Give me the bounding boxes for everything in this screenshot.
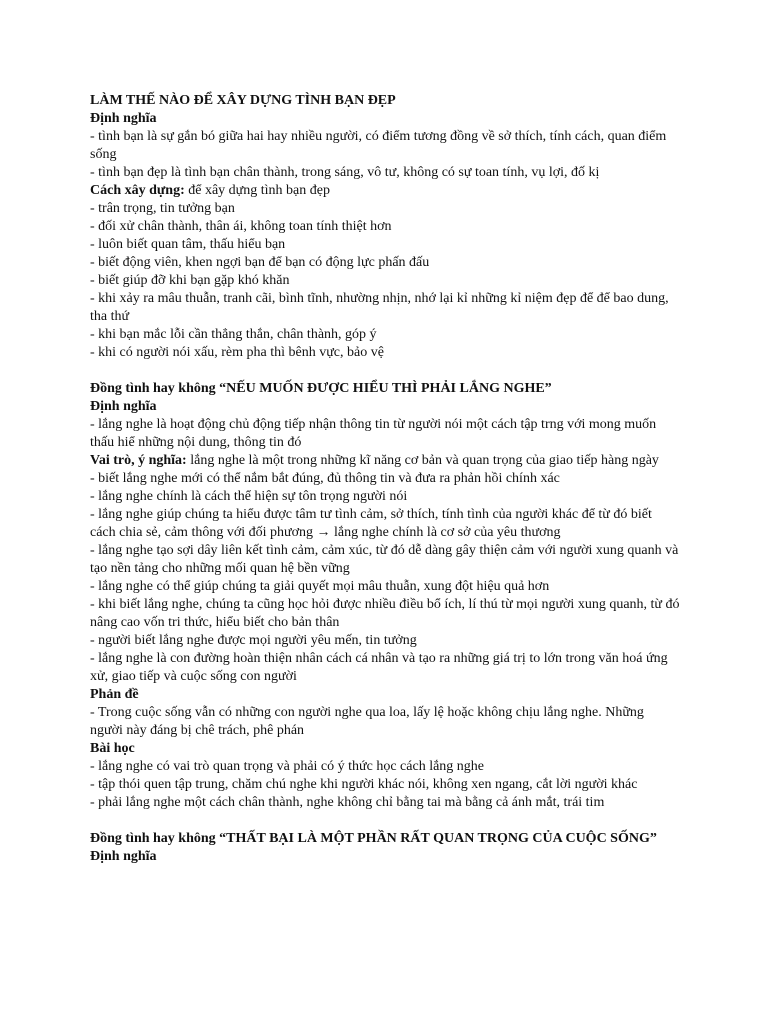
section-title: Đồng tình hay không “NẾU MUỐN ĐƯỢC HIỂU THÌ PHẢI LẮNG NGHE” [90,381,552,396]
bullet-line: - phải lắng nghe một cách chân thành, nghe không chỉ bằng tai mà bằng cả ánh mắt, trái tim [90,795,605,810]
bullet-line: - khi xảy ra mâu thuẫn, tranh cãi, bình tĩnh, nhường nhịn, nhớ lại kỉ những kỉ niệm đẹp để để bao dung, tha thứ [90,291,669,324]
block-heading-rest: lắng nghe là một trong những kĩ năng cơ bản và quan trọng của giao tiếp hàng ngày [186,453,659,468]
bullet-line: - Trong cuộc sống vẫn có những con người nghe qua loa, lấy lệ hoặc không chịu lắng nghe. Những người này đáng bị chê trách, phê phán [90,705,644,738]
block-heading-rest: để xây dựng tình bạn đẹp [184,183,330,198]
bullet-line: - tập thói quen tập trung, chăm chú nghe khi người khác nói, không xen ngang, cắt lời người khác [90,777,638,792]
bullet-line: - lắng nghe tạo sợi dây liên kết tình cảm, cảm xúc, từ đó dễ dàng gây thiện cảm với người xung quanh và tạo nền tảng cho những mối quan hệ bền vững [90,543,679,576]
bullet-line: - biết lắng nghe mới có thể nắm bắt đúng, đủ thông tin và đưa ra phản hồi chính xác [90,471,560,486]
block-heading-line [90,452,680,470]
bullet-line: - trân trọng, tin tưởng bạn [90,201,235,216]
bullet-line: - khi bạn mắc lỗi cần thẳng thắn, chân thành, góp ý [90,327,377,342]
bullet-line: - lắng nghe là con đường hoàn thiện nhân cách cá nhân và tạo ra những giá trị to lớn trong văn hoá ứng xử, giao tiếp và cuộc sống con người [90,651,668,684]
section-title: LÀM THẾ NÀO ĐỂ XÂY DỰNG TÌNH BẠN ĐẸP [90,93,396,108]
bullet-line: - tình bạn là sự gắn bó giữa hai hay nhiều người, có điểm tương đồng về sở thích, tính cách, quan điểm sống [90,129,667,162]
bullet-line: - người biết lắng nghe được mọi người yêu mến, tin tưởng [90,633,417,648]
bullet-line: - lắng nghe có thể giúp chúng ta giải quyết mọi mâu thuẫn, xung đột hiệu quả hơn [90,579,550,594]
bullet-line: - biết động viên, khen ngợi bạn để bạn có động lực phấn đấu [90,255,430,270]
document-page [90,92,680,866]
section-spacer [90,812,680,830]
bullet-line: - biết giúp đỡ khi bạn gặp khó khăn [90,273,290,288]
bullet-line: - lắng nghe giúp chúng ta hiểu được tâm tư tình cảm, sở thích, tính tình của người khác để từ đó biết cách chia sẻ, cảm thông với đối phương → lắng nghe chính là cơ sở của yêu thương [90,507,652,540]
section-spacer [90,362,680,380]
bullet-line: - lắng nghe là hoạt động chủ động tiếp nhận thông tin từ người nói một cách tập trng với mong muốn thấu hiể những nội dung, thông tin đó [90,417,657,450]
block-heading-line [90,182,680,200]
block-heading: Bài học [90,741,135,756]
bullet-line: - khi có người nói xấu, rèm pha thì bênh vực, bảo vệ [90,345,384,360]
block-heading: Phản đề [90,687,139,702]
section-title: Đồng tình hay không “THẤT BẠI LÀ MỘT PHẦN RẤT QUAN TRỌNG CỦA CUỘC SỐNG” [90,831,657,846]
block-heading: Định nghĩa [90,849,157,864]
bullet-line: - lắng nghe có vai trò quan trọng và phải có ý thức học cách lắng nghe [90,759,485,774]
block-heading: Vai trò, ý nghĩa: [90,453,187,468]
bullet-line: - đối xử chân thành, thân ái, không toan tính thiệt hơn [90,219,392,234]
bullet-line: - khi biết lắng nghe, chúng ta cũng học hỏi được nhiều điều bổ ích, lí thú từ mọi người xung quanh, từ đó nâng cao vốn tri thức, hiểu biết cho bản thân [90,597,680,630]
block-heading: Định nghĩa [90,111,157,126]
bullet-line: - lắng nghe chính là cách thể hiện sự tôn trọng người nói [90,489,408,504]
block-heading: Định nghĩa [90,399,157,414]
bullet-line: - tình bạn đẹp là tình bạn chân thành, trong sáng, vô tư, không có sự toan tính, vụ lợi, đố kị [90,165,600,180]
block-heading: Cách xây dựng: [90,183,185,198]
bullet-line: - luôn biết quan tâm, thấu hiểu bạn [90,237,286,252]
